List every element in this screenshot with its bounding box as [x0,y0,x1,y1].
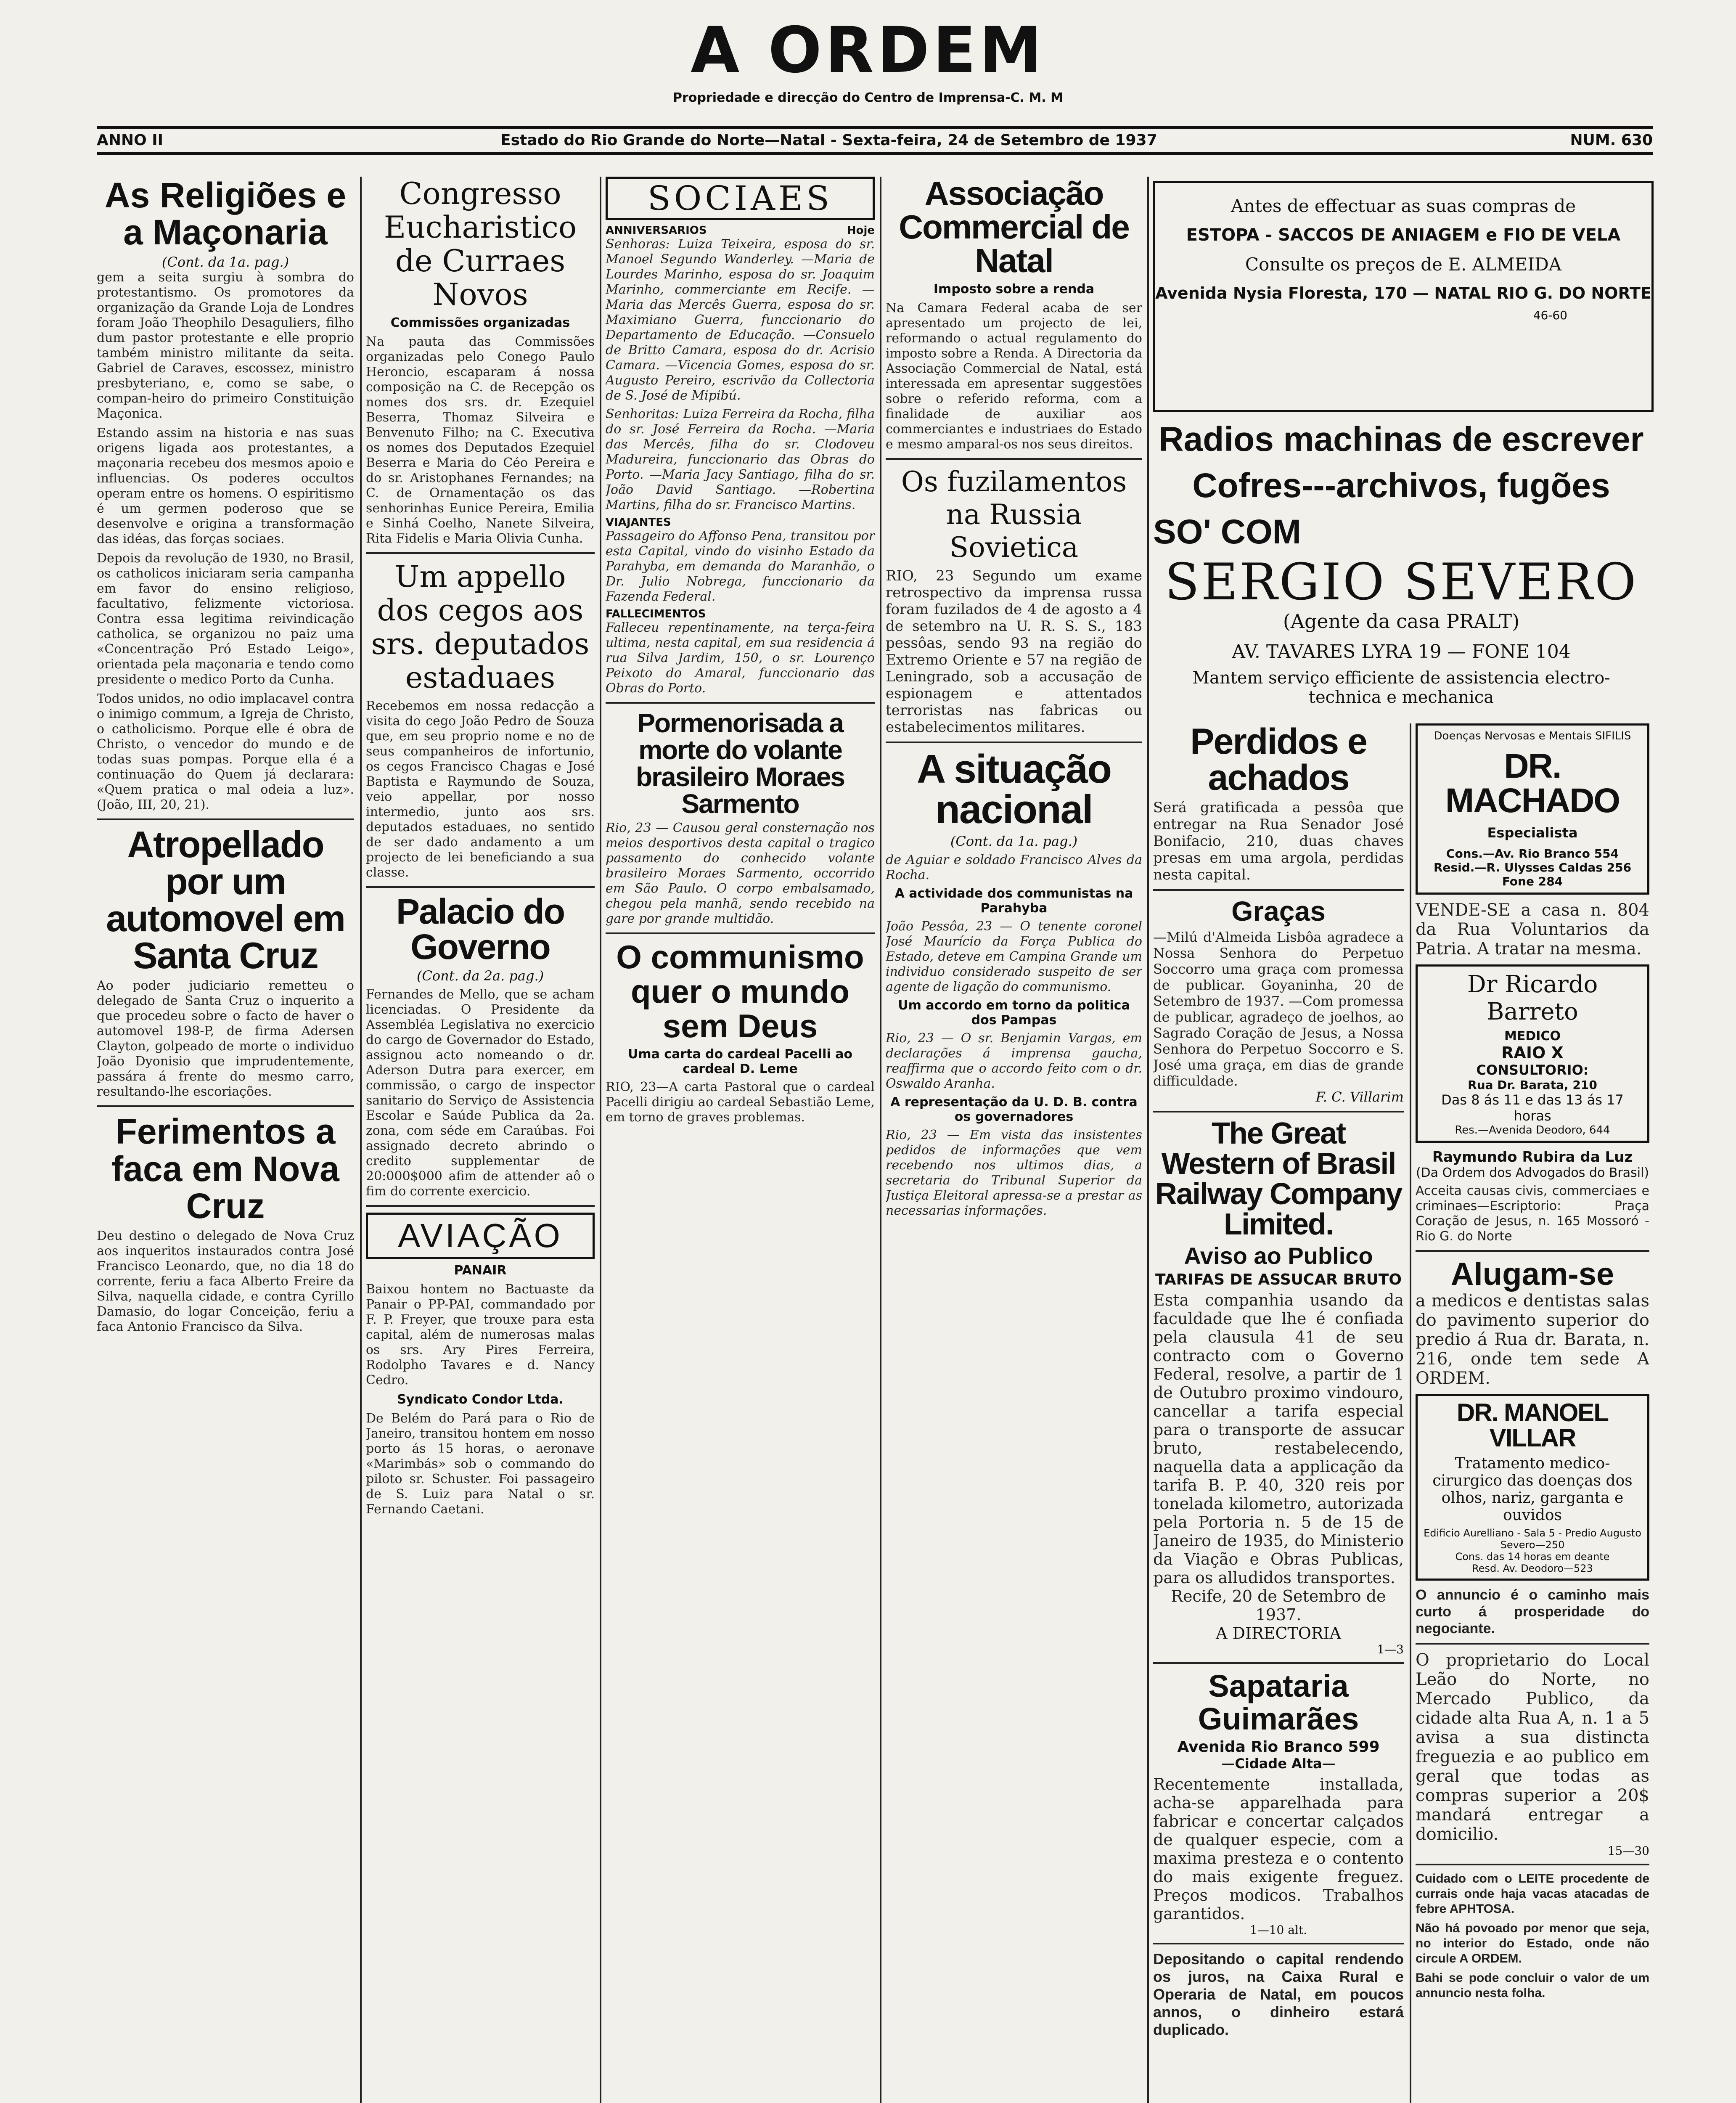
column-3 [606,177,875,2103]
ad-subtitle: Avenida Rio Branco 599 [1177,1738,1380,1756]
ad-code: 46-60 [1533,308,1567,322]
ad-title: Graças [1231,895,1326,927]
article-subtitle: Uma carta do cardeal Pacelli ao cardeal D. Leme [627,1046,852,1076]
divider [606,932,875,934]
article-body: João Pessôa, 23 — O tenente coronel José Maurício da Força Publica do Estado, deteve em Campina Grande um individuo considerado suspeito de ser agente de ligação do communismo. [886,919,1142,994]
article-continuation: (Cont. da 2a. pag.) [416,968,544,984]
column-2 [366,177,595,2103]
ad-signature: A DIRECTORIA [1216,1624,1341,1643]
column-6 [1416,723,1649,2103]
article-body: Estando assim na historia e nas suas origens ligada aos protestantes, a maçonaria recebeu dos mesmos apoio e influencias. Os poderes occultos operam entre os homens. O espiritismo é um germen poderoso que se desenvolve e origina a transformação das idéas, das forças sociaes. [97,426,354,547]
ad-body: Não há povoado por menor que seja, no interior do Estado, onde não circule A ORDEM. [1416,1921,1649,1965]
divider [1416,1864,1649,1865]
article-body: Passageiro do Affonso Pena, transitou por esta Capital, vindo do visinho Estado da Parahyba, em demanda do Maranhão, o Dr. Julio Nobrega, funccionario da Fazenda Federal. [606,529,875,604]
ad-title: Dr Ricardo Barreto [1467,971,1598,1025]
ad-line: Mantem serviço efficiente de assistencia electro-technica e mechanica [1192,668,1610,707]
ad-title: DR. MACHADO [1445,747,1620,820]
ad-code: 1—10 alt. [1249,1923,1307,1937]
ad-title: The Great Western of Brasil Railway Company Limited. [1155,1117,1402,1242]
divider [1153,889,1404,891]
ad-body: VENDE-SE a casa n. 804 da Rua Voluntarios da Patria. A tratar na mesma. [1416,901,1649,959]
divider [366,886,595,888]
column-1 [97,177,354,2103]
divider [886,458,1142,460]
article-title: As Religiões e a Maçonaria [104,177,347,252]
ad-line: Cons. das 14 horas em deante [1455,1550,1610,1563]
ad-body: Cuidado com o LEITE procedente de currais onde haja vacas atacadas de febre APHTOSA. [1416,1871,1649,1916]
article-continuation: (Cont. da 1a. pag.) [950,833,1078,849]
ad-dr-villar [1416,1394,1649,1581]
ad-line: Consulte os preços de E. ALMEIDA [1245,254,1562,275]
article-subtitle: A actividade dos communistas na Parahyba [894,886,1133,916]
article-body: de Aguiar e soldado Francisco Alves da Rocha. [886,853,1142,882]
article-subtitle: Commissões organizadas [390,315,570,330]
column-rule [1410,723,1411,2103]
ad-title: DR. MANOEL VILLAR [1457,1398,1608,1452]
section-title: SOCIAES [606,177,875,220]
ad-code: 15—30 [1607,1843,1649,1858]
section-subtitle: ANNIVERSARIOS [606,224,707,237]
section-subtitle: FALLECIMENTOS [606,608,706,620]
ad-line: Antes de effectuar as suas compras de [1231,196,1576,216]
ad-dr-ricardo [1416,964,1649,1143]
section-date-label: Hoje [847,224,875,237]
article-body: Deu destino o delegado de Nova Cruz aos inqueritos instaurados contra José Francisco Leonardo, que, no dia 18 do corrente, feriu a faca Alberto Freire da Silva, naquella cidade, e contra Cyrillo Damasio, do logar Conceição, feriu a faca Antonio Francisco da Silva. [97,1228,354,1334]
ad-body: a medicos e dentistas salas do pavimento superior do predio á Rua dr. Barata, n. 216, onde tem sede A ORDEM. [1416,1291,1649,1388]
ad-line: Rua Dr. Barata, 210 [1468,1078,1597,1092]
ad-line: Cofres---archivos, fugões [1192,466,1610,505]
divider [97,818,354,820]
article-body: De Belém do Pará para o Rio de Janeiro, transitou hontem em nosso porto ás 15 horas, o aeronave «Marimbás» sob o commando do piloto sr. Schuster. Foi passageiro de S. Luiz para Natal o sr. Fernando Caetani. [366,1411,595,1517]
ad-title: Sapataria Guimarães [1198,1669,1359,1736]
article-subtitle: Um accordo em torno da politica dos Pampas [898,998,1130,1028]
column-4 [886,177,1142,2103]
article-body: Rio, 23 — Em vista das insistentes pedidos de informações que vem recebendo nos ultimos dias, a secretaria do Tribunal Superior da Justiça Eleitoral apressa-se a prestar as necessarias informações. [886,1128,1142,1218]
article-title: O communismo quer o mundo sem Deus [616,938,864,1044]
article-body: Depois da revolução de 1930, no Brasil, os catholicos iniciaram seria campanha em favor do ensino religioso, facultativo, felizmente victoriosa. Contra essa legitima reivindicação catholica, se organizou no paiz uma «Concentração Pró Estado Leigo», orientada pela maçonaria e tendo como presidente o medico Porto da Cunha. [97,551,354,687]
article-body: RIO, 23—A carta Pastoral que o cardeal Pacelli dirigiu ao cardeal Sebastião Leme, em torno de graves problemas. [606,1079,875,1125]
ad-dr-machado [1416,723,1649,895]
ad-body: Será gratificada a pessôa que entregar na Rua Senador José Bonifacio, 210, duas chaves presas em uma argola, perdidas nesta capital. [1153,799,1404,883]
column-rule [360,177,362,2103]
article-title: Associação Commercial de Natal [899,177,1129,279]
article-title: Um appello dos cegos aos srs. deputados estaduaes [371,559,590,695]
ad-line: Doenças Nervosas e Mentais SIFILIS [1434,730,1631,742]
ad-line: MEDICO [1504,1029,1561,1044]
ad-body: Bahi se pode concluir o valor de um annuncio nesta folha. [1416,1971,1649,2000]
divider [1416,1643,1649,1645]
ad-line: CONSULTORIO: [1476,1062,1589,1078]
ad-line: RAIO X [1501,1044,1564,1062]
ad-sergio-severo [1153,416,1649,711]
ad-line: Res.—Avenida Deodoro, 644 [1455,1124,1610,1136]
ad-line: Das 8 ás 11 e das 13 ás 17 horas [1441,1092,1624,1124]
divider [366,1205,595,1207]
ad-body: Esta companhia usando da faculdade que lhe é confiada pela clausula 41 de seu contracto com o Governo Federal, resolve, a partir de 1 de Outubro proximo vindouro, cancellar a tarifa especial para o transporte de assucar bruto, restabelecendo, naquella data a applicação da tarifa B. P. 40, 320 reis por tonelada kilometro, autorizada pela Portoria n. 5 de 15 de Janeiro de 1935, do Ministerio da Viação e Obras Publicas, para os alludidos transportes. [1153,1291,1404,1587]
issue-number: NUM. 630 [1570,132,1653,149]
ad-line: Resd. Av. Deodoro—523 [1472,1562,1593,1574]
masthead-title: A ORDEM [691,14,1045,87]
article-body: Rio, 23 — Causou geral consternação nos meios desportivos desta capital o tragico passamento do conhecido volante brasileiro Moraes Sarmento, occorrido em São Paulo. O corpo embalsamado, chegou pela manhã, sendo recebido na gare por grande multidão. [606,821,875,926]
masthead-subtitle: Propriedade e direcção do Centro de Imprensa-C. M. M [673,90,1063,105]
divider [606,702,875,704]
ad-signature: F. C. Villarim [1315,1089,1404,1105]
column-rule [1147,177,1149,2103]
ad-line: ESTOPA - SACCOS DE ANIAGEM e FIO DE VELA [1186,225,1621,245]
issue-info-bar [97,126,1653,155]
ad-title: Perdidos e achados [1190,723,1367,798]
ad-body: O proprietario do Local Leão do Norte, no Mercado Publico, da cidade alta Rua A, n. 1 a 5 avisa a sua distincta freguezia e ao publico em geral que todas as compras superior a 20$ mandará entregar a domicilio. [1416,1650,1649,1844]
article-title: Os fuzilamentos na Russia Sovietica [901,466,1127,564]
article-title: Palacio do Governo [396,892,565,967]
article-title: Pormenorisada a morte do volante brasileiro Moraes Sarmento [636,708,844,819]
article-body: Recebemos em nossa redacção a visita do cego João Pedro de Souza que, em seu proprio nome e no de seus companheiros de infortunio, os cegos Francisco Chagas e José Baptista e Raymundo de Souza, veio appellar, por nosso intermedio, junto aos srs. deputados estaduaes, no sentido de ser dado andamento a um projecto de lei beneficiando a sua classe. [366,699,595,880]
divider [97,1105,354,1107]
ad-line: Avenida Nysia Floresta, 170 — NATAL RIO G. DO NORTE [1155,284,1651,302]
ad-almeida [1153,181,1654,412]
ad-line: AV. TAVARES LYRA 19 — FONE 104 [1232,641,1571,662]
article-title: Congresso Eucharistico de Curraes Novos [384,177,577,312]
ad-subtitle: —Cidade Alta— [1221,1756,1336,1772]
section-subtitle: Syndicato Condor Ltda. [397,1392,564,1407]
ad-body: Depositando o capital rendendo os juros, na Caixa Rural e Operaria de Natal, em poucos annos, o dinheiro estará duplicado. [1153,1950,1404,2039]
divider [1153,1111,1404,1112]
ad-brand: SERGIO SEVERO [1164,553,1638,612]
article-subtitle: Imposto sobre a renda [933,282,1095,297]
ad-body: O annuncio é o caminho mais curto á prosperidade do negociante. [1416,1587,1649,1637]
ad-code: 1—3 [1377,1642,1404,1657]
divider [1416,1250,1649,1252]
divider [886,742,1142,743]
ad-line: (Agente da casa PRALT) [1283,610,1520,633]
section-subtitle: VIAJANTES [606,516,671,529]
ad-body: Recentemente installada, acha-se apparelhada para fabricar e concertar calçados de qualquer especie, com a maxima presteza e o contento do mais exigente freguez. Preços modicos. Trabalhos garantidos. [1153,1775,1404,1923]
article-body: Fernandes de Mello, que se acham licenciadas. O Presidente da Assembléa Legislativa no exercicio do cargo de Governador do Estado, assignou acto nomeando o dr. Aderson Dutra para exercer, em commissão, o cargo de inspector sanitario do Serviço de Assistencia Escolar e Saúde Publica da 2a. zona, com séde em Caraúbas. Foi assignado decreto abrindo o credito supplementar de 20:000$000 afim de attender aô o fim do corrente exercicio. [366,987,595,1199]
ad-title: Alugam-se [1450,1256,1614,1292]
article-body: Baixou hontem no Bactuaste da Panair o PP-PAI, commandado por F. P. Freyer, que trouxe para esta capital, além de numerosas malas os srs. Ary Pires Ferreira, Rodolpho Tavares e d. Nancy Cedro. [366,1282,595,1388]
ad-line: Cons.—Av. Rio Branco 554 [1446,847,1619,861]
divider [1153,1662,1404,1664]
article-body: Senhoras: Luiza Teixeira, esposa do sr. Manoel Segundo Wanderley. —Maria de Lourdes Marinho, esposa do sr. Joaquim Marinho, commerciante em Recife. —Maria das Mercês Guerra, esposa do sr. Maximiano Guerra, funccionario do Departamento de Educação. —Consuelo de Britto Camara, esposa do dr. Acrisio Camara. —Vicencia Gomes, esposa do sr. Augusto Pereiro, escrivão da Collectoria de S. José de Mipibú. [606,237,875,403]
column-5 [1153,723,1404,2103]
ad-line: Fone 284 [1502,874,1563,888]
article-title: Ferimentos a faca em Nova Cruz [111,1112,339,1226]
issue-year: ANNO II [97,132,164,149]
article-subtitle: A representação da U. D. B. contra os governadores [890,1095,1138,1124]
article-body: Rio, 23 — O sr. Benjamin Vargas, em declarações á imprensa gaucha, reaffirma que o accordo feito com o dr. Oswaldo Aranha. [886,1031,1142,1091]
ad-subtitle: Aviso ao Publico [1184,1242,1373,1269]
ad-line: (Da Ordem dos Advogados do Brasil) [1416,1165,1649,1180]
ad-line: Tratamento medico-cirurgico das doenças dos olhos, nariz, garganta e ouvidos [1432,1454,1633,1524]
article-body: Falleceu repentinamente, na terça-feira ultima, nesta capital, em sua residencia á rua Silva Jardim, 150, o sr. Lourenço Peixoto do Amaral, funccionario das Obras do Porto. [606,620,875,696]
ad-line: Resid.—R. Ulysses Caldas 256 [1433,861,1632,874]
article-body: Na pauta das Commissões organizadas pelo Conego Paulo Heroncio, escaparam á nossa composição na C. de Recepção os nomes dos srs. dr. Ezequiel Beserra, Thomaz Silveira e Benvenuto Filho; na C. Executiva os nomes dos Deputados Ezequiel Beserra e Maria do Céo Pereira e do sr. Aristophanes Fernandes; na C. de Ornamentação os das senhorinhas Eunice Pereira, Emilia e Sinhá Coelho, Nanete Silveira, Rita Fidelis e Maria Olivia Cunha. [366,334,595,546]
article-title: A situação nacional [917,747,1111,832]
ad-title: Raymundo Rubira da Luz [1432,1149,1633,1165]
article-body: RIO, 23 Segundo um exame retrospectivo da imprensa russa foram fuzilados de 4 de agosto a 4 de setembro na U. R. S. S., 183 pessôas, sendo 93 na região do Extremo Oriente e 57 na região de Leningrado, sob a accusação de espionagem e attentados terroristas nas fabricas ou estabelecimentos militares. [886,567,1142,736]
ad-body: Acceita causas civis, commerciaes e criminaes—Escriptorio: Praça Coração de Jesus, n. 165 Mossoró - Rio G. do Norte [1416,1184,1649,1244]
article-continuation: (Cont. da 1a. pag.) [161,254,289,270]
ad-line: Radios machinas de escrever [1159,420,1644,458]
column-rule [880,177,881,2103]
article-body: Todos unidos, no odio implacavel contra o inimigo commum, a Igreja de Christo, o catholicismo. Porque elle é obra de Christo, o vencedor do mundo e de todas suas pompas. Porque ella é a continuação do Quem já declarara: «Quem pratica o mal odeia a luz». (João, III, 20, 21). [97,691,354,813]
article-title: AVIAÇÃO [366,1213,595,1259]
article-body: Na Camara Federal acaba de ser apresentado um projecto de lei, reformando o actual regulamento do imposto sobre a Renda. A Directoria da Associação Commercial de Natal, está interessada em apresentar suggestões sobre o referido reforma, com a finalidade de auxiliar aos commerciantes e industriaes do Estado e mesmo amparal-os nos seus direitos. [886,301,1142,452]
ad-body: —Milú d'Almeida Lisbôa agradece a Nossa Senhora do Perpetuo Soccorro uma graça com promessa de publicar. Goyaninha, 20 de Setembro de 1937. —Com promessa de publicar, agradeço de joelhos, ao Sagrado Coração de Jesus, a Nossa Senhora do Perpetuo Soccorro e S. José uma graça, em dias de grande difficuldade. [1153,929,1404,1089]
article-body: gem a seita surgiu à sombra do protestantismo. Os promotores da organização da Grande Loja de Londres foram João Theophilo Desaguliers, filho dum pastor protestante e elle proprio também ministro militante da seita. Gabriel de Caraves, escossez, ministro presbyteriano, e, como se sabe, o compan-heiro do primeiro Constituição Maçonica. [97,270,354,421]
ad-date: Recife, 20 de Setembro de 1937. [1171,1587,1386,1624]
ad-line: Edificio Aurelliano - Sala 5 - Predio Augusto Severo—250 [1424,1527,1641,1551]
article-body: Ao poder judiciario remetteu o delegado de Santa Cruz o inquerito a que procedeu sobre o facto de haver o automovel 198-P, de firma Adersen Clayton, golpeado de morte o individuo João Dyonisio que imprudentemente, passára á frente do mesmo carro, resultando-lhe escoriações. [97,978,354,1099]
ad-line: Especialista [1487,825,1578,841]
ad-subtitle: TARIFAS DE ASSUCAR BRUTO [1155,1271,1402,1289]
divider [1153,1943,1404,1944]
issue-place-date: Estado do Rio Grande do Norte—Natal - Sexta-feira, 24 de Setembro de 1937 [500,132,1157,149]
ad-line: SO' COM [1153,513,1302,551]
section-subtitle: PANAIR [454,1263,507,1278]
column-rule [600,177,601,2103]
divider [366,552,595,554]
article-body: Senhoritas: Luiza Ferreira da Rocha, filha do sr. José Ferreira da Rocha. —Maria das Mercês, filha do sr. Clodoveu Madureira, funccionario das Obras do Porto. —Maria Jacy Santiago, filha do sr. João David Santiago. —Robertina Martins, filha do sr. Francisco Martins. [606,407,875,512]
article-title: Atropellado por um automovel em Santa Cruz [106,824,345,977]
